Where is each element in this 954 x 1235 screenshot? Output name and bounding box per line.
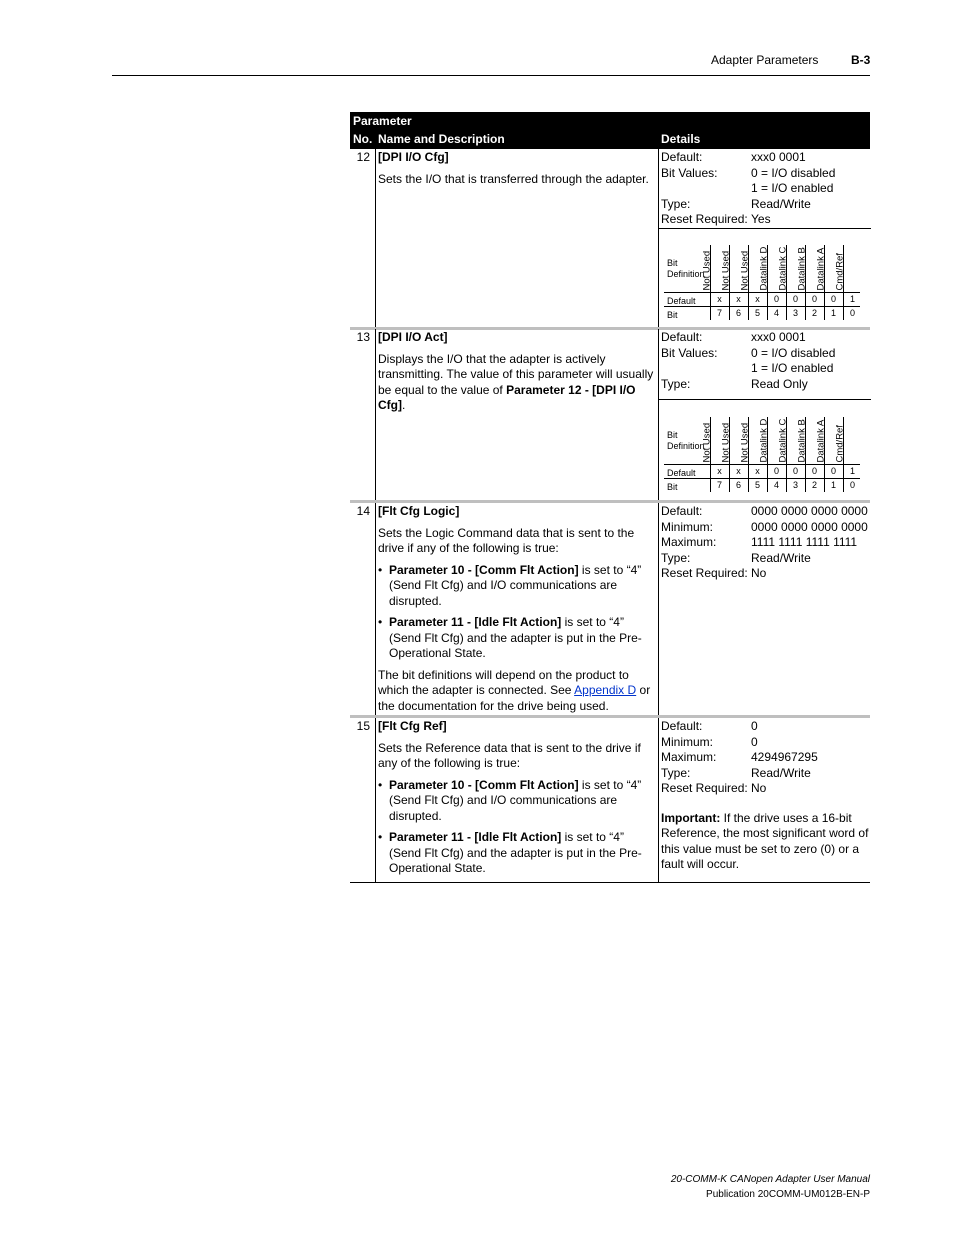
bit-cell: 0: [824, 293, 843, 306]
detail-value: No: [751, 781, 767, 796]
detail-value: 1 = I/O enabled: [751, 181, 834, 196]
parameter-description: Sets the Logic Command data that is sent to the drive if any of the following is true:: [378, 525, 635, 555]
important-note: Important: If the drive uses a 16-bit Reference, the most significant word of this value must be set to zero (0) or a fault will occur.: [661, 810, 869, 872]
parameter-name: [Flt Cfg Logic]: [378, 504, 460, 518]
bit-cell: 6: [729, 479, 748, 492]
parameter-number: 13: [356, 330, 370, 344]
bit-cell: x: [729, 465, 748, 478]
bit-cell: 2: [805, 479, 824, 492]
bit-column-header: Datalink A: [824, 245, 843, 292]
parameter-row-13: [350, 329, 870, 503]
footer-publication: Publication 20COMM-UM012B-EN-P: [706, 1189, 870, 1200]
detail-value: Read/Write: [751, 196, 811, 211]
bit-cell: 1: [843, 293, 862, 306]
header-no: No.: [353, 132, 373, 146]
parameter-row-15: [350, 718, 870, 883]
bit-cell: 2: [805, 307, 824, 320]
bit-cell: 3: [786, 479, 805, 492]
bit-column-header: Not Used: [729, 417, 748, 464]
parameter-row-14: [350, 503, 870, 718]
bit-cell: 4: [767, 307, 786, 320]
header-page-number: B-3: [851, 53, 871, 67]
detail-value: 0 = I/O disabled: [751, 165, 836, 180]
bit-cell: 3: [786, 307, 805, 320]
detail-value: 1 = I/O enabled: [751, 361, 834, 376]
parameter-details: [661, 330, 870, 392]
bit-definition-label: Bit Definition: [667, 430, 705, 451]
footer-manual-title: 20-COMM-K CANopen Adapter User Manual: [670, 1174, 870, 1185]
detail-value: Yes: [751, 212, 771, 227]
header-name-description: Name and Description: [378, 132, 505, 146]
detail-key: Minimum:: [661, 734, 714, 749]
bit-cell: 0: [786, 465, 805, 478]
bit-column-header: Not Used: [729, 245, 748, 292]
bit-cell: x: [729, 293, 748, 306]
bullet-item: • Parameter 11 - [Idle Flt Action] is set to “4” (Send Flt Cfg) and the adapter is put in the Pre-Operational State.: [378, 615, 642, 660]
parameter-description: Displays the I/O that the adapter is actively transmitting. The value of this parameter will usually be equal to the value of Parameter 12 - [DPI I/O Cfg].: [378, 351, 654, 412]
parameter-description: Sets the Reference data that is sent to the drive if any of the following is true:: [378, 740, 641, 770]
bit-cell: 0: [843, 307, 862, 320]
detail-key: Bit Values:: [661, 165, 718, 180]
detail-key: Default:: [661, 504, 703, 518]
detail-value: xxx0 0001: [751, 330, 806, 344]
parameter-row-12: [350, 149, 870, 329]
bit-cell: 0: [805, 293, 824, 306]
detail-key: Type:: [661, 550, 691, 565]
detail-key: Minimum:: [661, 519, 714, 534]
bullet-item: • Parameter 11 - [Idle Flt Action] is set to “4” (Send Flt Cfg) and the adapter is put in the Pre-Operational State.: [378, 830, 642, 875]
bit-column-header: Not Used: [710, 417, 729, 464]
bit-cell: 5: [748, 307, 767, 320]
bit-cell: 1: [824, 479, 843, 492]
bit-definition-label: Bit Definition: [667, 258, 705, 279]
bit-column-header: Datalink D: [758, 246, 770, 290]
parameter-note: The bit definitions will depend on the product to which the adapter is connected. See Appendix D or the documentation for the drive being used.: [378, 667, 651, 713]
bit-cell: 1: [824, 307, 843, 320]
detail-key: Reset Required:: [661, 212, 748, 227]
bit-column-header: Datalink C: [777, 418, 789, 462]
bit-cell: 0: [767, 293, 786, 306]
detail-key: Type:: [661, 196, 691, 211]
bit-cell: 0: [805, 465, 824, 478]
bit-default-row: Default x x x 0 0 0 0 1: [664, 464, 860, 478]
detail-key: Maximum:: [661, 535, 717, 550]
bullet-item: • Parameter 10 - [Comm Flt Action] is set to “4” (Send Flt Cfg) and I/O communications are disrupted.: [378, 777, 642, 823]
bit-default-row: Default x x x 0 0 0 0 1: [664, 292, 860, 306]
header-parameter: Parameter: [353, 114, 412, 128]
bit-cell: 0: [824, 465, 843, 478]
detail-key: Default:: [661, 150, 703, 164]
detail-key: Bit Values:: [661, 345, 718, 360]
header-section-title: Adapter Parameters: [711, 53, 819, 67]
bit-number-row: Bit 7 6 5 4 3 2 1 0: [664, 478, 860, 492]
bit-column-header: Cmd/Ref: [843, 245, 862, 292]
bit-column-header: Datalink A: [824, 417, 843, 464]
parameter-details: [661, 719, 870, 873]
detail-value: 0000 0000 0000 0000: [751, 519, 868, 534]
detail-key: Type:: [661, 376, 691, 391]
detail-value: 4294967295: [751, 750, 818, 765]
detail-value: 0: [751, 734, 758, 749]
bit-column-header: Datalink C: [777, 246, 789, 290]
table-header: [350, 112, 870, 149]
bit-cell: x: [710, 465, 729, 478]
parameter-name: [Flt Cfg Ref]: [378, 719, 447, 733]
parameter-description: Sets the I/O that is transferred through the adapter.: [378, 171, 649, 186]
detail-key: Reset Required:: [661, 566, 748, 581]
bit-cell: x: [710, 293, 729, 306]
detail-value: 0: [751, 719, 758, 733]
parameter-name: [DPI I/O Act]: [378, 330, 448, 344]
bit-cell: 0: [786, 293, 805, 306]
bit-cell: x: [748, 293, 767, 306]
detail-value: Read Only: [751, 376, 808, 391]
bit-number-row: Bit 7 6 5 4 3 2 1 0: [664, 306, 860, 320]
parameter-name: [DPI I/O Cfg]: [378, 150, 449, 164]
bit-cell: 6: [729, 307, 748, 320]
bit-column-header: Datalink D: [758, 418, 770, 462]
detail-value: Read/Write: [751, 765, 811, 780]
parameter-number: 15: [356, 719, 370, 733]
bit-column-header: Not Used: [748, 245, 767, 292]
bit-cell: 1: [843, 465, 862, 478]
bit-cell: 7: [710, 307, 729, 320]
detail-value: 1111 1111 1111 1111: [751, 535, 858, 550]
bit-column-header: Datalink B: [796, 418, 808, 462]
bullet-item: • Parameter 10 - [Comm Flt Action] is set to “4” (Send Flt Cfg) and I/O communications are disrupted.: [378, 562, 642, 608]
detail-value: 0 = I/O disabled: [751, 345, 836, 360]
bit-column-header: Datalink B: [796, 246, 808, 290]
detail-key: Type:: [661, 765, 691, 780]
parameter-details: [661, 504, 870, 582]
appendix-d-link[interactable]: Appendix D: [574, 683, 637, 697]
detail-value: xxx0 0001: [751, 150, 806, 164]
detail-key: Default:: [661, 330, 703, 344]
bit-column-header: Not Used: [748, 417, 767, 464]
bit-cell: 7: [710, 479, 729, 492]
detail-key: Default:: [661, 719, 703, 733]
parameter-details: [661, 150, 870, 228]
detail-value: No: [751, 566, 767, 581]
bit-column-header: Not Used: [710, 245, 729, 292]
bit-column-header: Cmd/Ref: [843, 417, 862, 464]
parameter-number: 14: [356, 504, 370, 518]
bit-cell: x: [748, 465, 767, 478]
header-rule: [112, 75, 870, 76]
bit-cell: 0: [767, 465, 786, 478]
bit-cell: 0: [843, 479, 862, 492]
detail-key: Maximum:: [661, 750, 717, 765]
bit-cell: 5: [748, 479, 767, 492]
detail-key: Reset Required:: [661, 781, 748, 796]
bit-cell: 4: [767, 479, 786, 492]
detail-value: Read/Write: [751, 550, 811, 565]
detail-value: 0000 0000 0000 0000: [751, 504, 868, 518]
header-details: Details: [661, 132, 701, 146]
parameter-table: [350, 112, 870, 883]
parameter-number: 12: [356, 150, 370, 164]
